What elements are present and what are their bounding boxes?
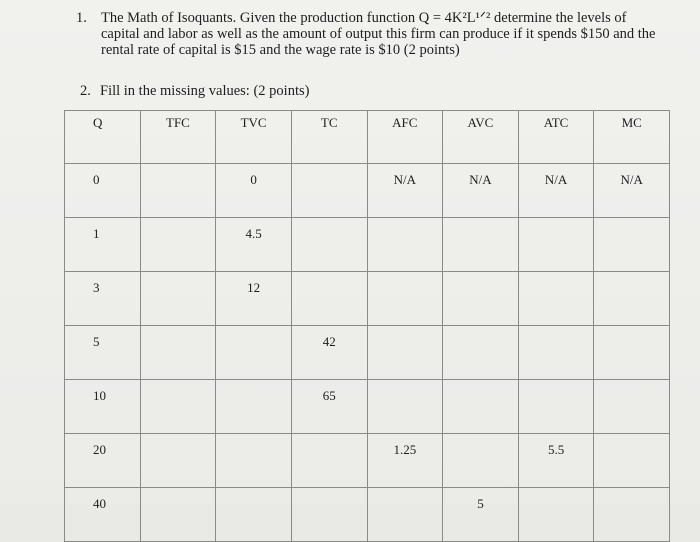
cell-tvc [216, 326, 292, 380]
header-mc: MC [594, 111, 670, 164]
cell-q: 10 [65, 380, 141, 434]
question-2-text: Fill in the missing values: (2 points) [100, 83, 310, 99]
table-row [65, 326, 670, 380]
cell-tfc [140, 218, 216, 272]
table-row [65, 488, 670, 542]
cell-atc: N/A [518, 164, 594, 218]
cell-avc [443, 434, 519, 488]
question-1-text: The Math of Isoquants. Given the production function Q = 4K²L¹ᐟ² determine the levels of capital and labor as well as the amount of output this firm can produce if it spends $150 and the rental rate of capital is $15 and the wage rate is $10 (2 points) [101, 10, 656, 58]
cell-q: 0 [65, 164, 141, 218]
cell-afc: 1.25 [367, 434, 443, 488]
cell-tc [291, 434, 367, 488]
cell-avc: 5 [443, 488, 519, 542]
header-q: Q [65, 111, 141, 164]
cell-q: 5 [65, 326, 141, 380]
cell-tvc [216, 380, 292, 434]
header-tvc: TVC [216, 111, 292, 164]
cell-q: 40 [65, 488, 141, 542]
cell-tvc: 12 [216, 272, 292, 326]
header-tfc: TFC [140, 111, 216, 164]
cell-q: 20 [65, 434, 141, 488]
table-row [65, 164, 670, 218]
cell-tc [291, 164, 367, 218]
cell-tfc [140, 326, 216, 380]
cell-atc [518, 218, 594, 272]
cell-afc [367, 380, 443, 434]
cell-tvc: 0 [216, 164, 292, 218]
cell-mc: N/A [594, 164, 670, 218]
cell-mc [594, 434, 670, 488]
cell-afc [367, 272, 443, 326]
cell-tvc [216, 488, 292, 542]
cell-atc [518, 488, 594, 542]
cell-atc [518, 326, 594, 380]
question-2-number: 2. [80, 83, 91, 99]
cell-tfc [140, 434, 216, 488]
cost-table [64, 110, 670, 542]
cell-afc: N/A [367, 164, 443, 218]
cell-atc [518, 380, 594, 434]
header-afc: AFC [367, 111, 443, 164]
cell-tc: 42 [291, 326, 367, 380]
cell-tc [291, 272, 367, 326]
cell-tfc [140, 164, 216, 218]
cell-tc [291, 218, 367, 272]
table-row [65, 434, 670, 488]
table-row [65, 380, 670, 434]
cell-tfc [140, 488, 216, 542]
cell-q: 3 [65, 272, 141, 326]
cell-mc [594, 380, 670, 434]
cell-mc [594, 272, 670, 326]
cell-tc: 65 [291, 380, 367, 434]
cell-avc [443, 380, 519, 434]
question-1-number: 1. [76, 10, 87, 26]
cell-afc [367, 218, 443, 272]
table-row [65, 218, 670, 272]
header-atc: ATC [518, 111, 594, 164]
header-avc: AVC [443, 111, 519, 164]
cell-mc [594, 326, 670, 380]
cell-atc [518, 272, 594, 326]
cell-q: 1 [65, 218, 141, 272]
cell-atc: 5.5 [518, 434, 594, 488]
cell-avc: N/A [443, 164, 519, 218]
cell-tfc [140, 272, 216, 326]
cell-avc [443, 218, 519, 272]
cell-afc [367, 488, 443, 542]
cell-mc [594, 218, 670, 272]
table-header-row [65, 111, 670, 164]
cell-avc [443, 326, 519, 380]
header-tc: TC [291, 111, 367, 164]
cell-mc [594, 488, 670, 542]
cell-tvc [216, 434, 292, 488]
cell-tc [291, 488, 367, 542]
table-row [65, 272, 670, 326]
cell-tfc [140, 380, 216, 434]
cell-afc [367, 326, 443, 380]
cell-avc [443, 272, 519, 326]
cell-tvc: 4.5 [216, 218, 292, 272]
